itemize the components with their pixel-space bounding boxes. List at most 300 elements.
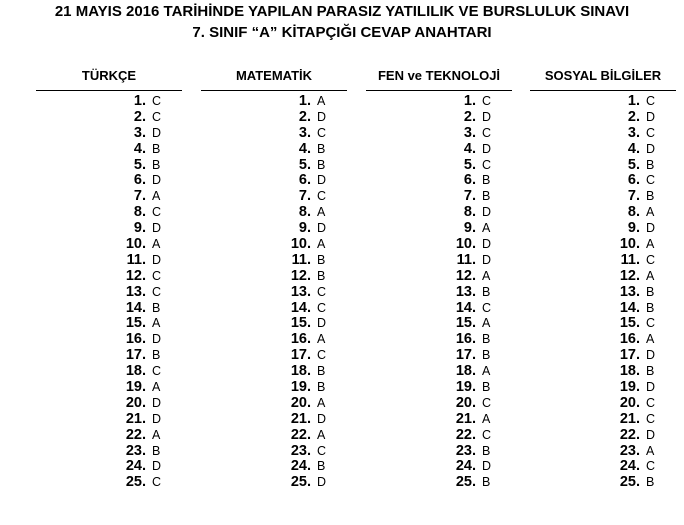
question-number: 13. — [125, 283, 146, 300]
answer-letter: C — [482, 395, 492, 410]
answer-letter: C — [646, 173, 656, 188]
answer-letter: A — [317, 332, 326, 347]
answer-row — [366, 189, 512, 205]
answer-row — [530, 459, 676, 475]
answer-letter: D — [482, 109, 492, 124]
answer-row — [201, 173, 347, 189]
question-number: 16. — [455, 331, 476, 348]
answer-row — [36, 269, 182, 285]
answer-row — [366, 396, 512, 412]
answer-row — [366, 285, 512, 301]
answer-row — [530, 332, 676, 348]
answer-row — [530, 316, 676, 332]
question-number: 11. — [291, 251, 311, 268]
answer-letter: D — [317, 109, 327, 124]
answer-row — [530, 285, 676, 301]
answer-letter: B — [317, 268, 326, 283]
answer-row — [36, 205, 182, 221]
answer-letter: D — [317, 411, 327, 426]
answer-letter: A — [482, 221, 491, 236]
answer-letter: C — [646, 125, 656, 140]
question-number: 6. — [133, 172, 146, 189]
question-number: 18. — [125, 363, 146, 380]
answer-letter: A — [646, 268, 655, 283]
answer-letter: D — [646, 427, 656, 442]
answer-letter: C — [152, 94, 162, 108]
question-number: 18. — [455, 363, 476, 380]
answer-letter: C — [317, 189, 327, 204]
answer-letter: C — [152, 475, 162, 490]
answer-letter: B — [482, 443, 491, 458]
question-number: 16. — [290, 331, 311, 348]
question-number: 9. — [133, 220, 146, 237]
question-number: 4. — [133, 140, 146, 157]
answer-letter: A — [646, 332, 655, 347]
answer-row — [366, 142, 512, 158]
column-header: MATEMATİK — [235, 68, 313, 83]
answer-row — [530, 205, 676, 221]
question-number: 3. — [133, 124, 146, 141]
answer-letter: B — [317, 459, 326, 474]
question-number: 20. — [290, 394, 311, 411]
answer-row — [366, 428, 512, 444]
answer-row — [36, 237, 182, 253]
answer-letter: D — [152, 252, 162, 267]
answer-letter: D — [646, 141, 656, 156]
answer-row — [36, 94, 182, 110]
column-header: FEN ve TEKNOLOJİ — [377, 68, 501, 83]
column-matematik — [201, 66, 347, 491]
question-number: 14. — [290, 299, 311, 316]
answer-row — [530, 110, 676, 126]
answer-row — [366, 173, 512, 189]
answer-letter: D — [152, 125, 162, 140]
answer-letter: A — [152, 427, 161, 442]
answer-letter: B — [317, 364, 326, 379]
answer-letter: D — [482, 237, 492, 252]
answer-row — [201, 444, 347, 460]
answer-letter: B — [646, 300, 655, 315]
answer-letter: D — [152, 332, 162, 347]
question-number: 23. — [619, 442, 640, 459]
question-number: 7. — [298, 188, 311, 205]
answer-letter: B — [482, 475, 491, 490]
answer-letter: B — [482, 284, 491, 299]
answer-letter: D — [482, 459, 492, 474]
question-number: 10. — [455, 236, 476, 253]
answer-row — [201, 189, 347, 205]
question-number: 4. — [298, 140, 311, 157]
answer-row — [530, 237, 676, 253]
answer-row — [36, 380, 182, 396]
answer-letter: A — [646, 443, 655, 458]
answer-row — [36, 316, 182, 332]
answer-letter: B — [317, 380, 326, 395]
answer-letter: B — [482, 189, 491, 204]
question-number: 9. — [627, 220, 640, 237]
question-number: 19. — [290, 379, 311, 396]
answer-list — [201, 94, 347, 491]
question-number: 6. — [298, 172, 311, 189]
answer-letter: C — [646, 459, 656, 474]
question-number: 15. — [290, 315, 311, 332]
question-number: 24. — [290, 458, 311, 475]
question-number: 7. — [627, 188, 640, 205]
question-number: 23. — [290, 442, 311, 459]
answer-row — [366, 348, 512, 364]
question-number: 25. — [125, 474, 146, 491]
question-number: 13. — [455, 283, 476, 300]
answer-letter: D — [152, 221, 162, 236]
question-number: 24. — [125, 458, 146, 475]
question-number: 1. — [298, 93, 311, 109]
question-number: 1. — [133, 93, 146, 109]
column-header: TÜRKÇE — [81, 68, 137, 83]
column-divider — [36, 90, 182, 91]
question-number: 2. — [627, 108, 640, 125]
answer-row — [201, 380, 347, 396]
answer-letter: D — [317, 475, 327, 490]
question-number: 21. — [619, 410, 640, 427]
question-number: 19. — [619, 379, 640, 396]
answer-row — [201, 269, 347, 285]
answer-row — [36, 332, 182, 348]
answer-letter: D — [152, 395, 162, 410]
answer-letter: C — [152, 205, 162, 220]
answer-letter: C — [317, 443, 327, 458]
answer-row — [530, 301, 676, 317]
answer-letter: B — [646, 284, 655, 299]
question-number: 1. — [463, 93, 476, 109]
answer-row — [530, 364, 676, 380]
answer-row — [201, 110, 347, 126]
question-number: 7. — [463, 188, 476, 205]
answer-row — [201, 221, 347, 237]
answer-row — [201, 301, 347, 317]
answer-row — [201, 253, 347, 269]
question-number: 17. — [125, 347, 146, 364]
answer-row — [36, 475, 182, 491]
question-number: 15. — [125, 315, 146, 332]
answer-letter: C — [482, 94, 492, 108]
answer-row — [366, 301, 512, 317]
answer-row — [366, 237, 512, 253]
answer-row — [366, 221, 512, 237]
answer-row — [530, 142, 676, 158]
answer-row — [36, 285, 182, 301]
answer-row — [530, 126, 676, 142]
answer-letter: D — [317, 221, 327, 236]
question-number: 12. — [619, 267, 640, 284]
answer-row — [36, 364, 182, 380]
answer-letter: C — [646, 252, 656, 267]
question-number: 10. — [619, 236, 640, 253]
answer-row — [36, 412, 182, 428]
question-number: 4. — [463, 140, 476, 157]
question-number: 5. — [463, 156, 476, 173]
question-number: 24. — [455, 458, 476, 475]
answer-letter: B — [317, 141, 326, 156]
answer-letter: B — [482, 348, 491, 363]
answer-list — [36, 94, 182, 491]
question-number: 13. — [290, 283, 311, 300]
answer-letter: B — [646, 475, 655, 490]
question-number: 22. — [455, 426, 476, 443]
answer-letter: C — [152, 364, 162, 379]
question-number: 20. — [125, 394, 146, 411]
answer-letter: C — [152, 109, 162, 124]
answer-row — [366, 332, 512, 348]
question-number: 22. — [290, 426, 311, 443]
answer-letter: D — [152, 411, 162, 426]
answer-row — [530, 189, 676, 205]
answer-row — [366, 444, 512, 460]
question-number: 11. — [620, 251, 640, 268]
answer-letter: B — [152, 141, 161, 156]
column-divider — [201, 90, 347, 91]
answer-row — [366, 412, 512, 428]
question-number: 22. — [619, 426, 640, 443]
question-number: 7. — [133, 188, 146, 205]
answer-row — [530, 269, 676, 285]
question-number: 6. — [627, 172, 640, 189]
answer-letter: B — [482, 173, 491, 188]
answer-row — [36, 444, 182, 460]
answer-row — [530, 412, 676, 428]
answer-row — [201, 158, 347, 174]
answer-row — [201, 332, 347, 348]
answer-letter: B — [482, 380, 491, 395]
question-number: 18. — [619, 363, 640, 380]
answer-list — [366, 94, 512, 491]
answer-letter: C — [646, 316, 656, 331]
answer-letter: D — [482, 141, 492, 156]
answer-row — [366, 158, 512, 174]
answer-letter: C — [646, 411, 656, 426]
answer-row — [366, 364, 512, 380]
answer-row — [201, 237, 347, 253]
question-number: 12. — [455, 267, 476, 284]
answer-letter: A — [317, 237, 326, 252]
answer-row — [530, 428, 676, 444]
answer-row — [366, 380, 512, 396]
question-number: 3. — [298, 124, 311, 141]
answer-letter: D — [317, 316, 327, 331]
question-number: 11. — [456, 251, 476, 268]
question-number: 9. — [463, 220, 476, 237]
answer-letter: A — [152, 316, 161, 331]
answer-letter: D — [646, 380, 656, 395]
answer-row — [36, 126, 182, 142]
question-number: 15. — [455, 315, 476, 332]
answer-row — [36, 348, 182, 364]
column-fen-teknoloji — [366, 66, 512, 491]
answer-letter: A — [317, 94, 326, 108]
question-number: 14. — [619, 299, 640, 316]
answer-row — [201, 364, 347, 380]
answer-letter: B — [152, 157, 161, 172]
answer-letter: C — [317, 348, 327, 363]
question-number: 23. — [455, 442, 476, 459]
question-number: 8. — [627, 204, 640, 221]
answer-row — [201, 285, 347, 301]
answer-row — [36, 253, 182, 269]
answer-letter: A — [482, 268, 491, 283]
answer-letter: B — [646, 364, 655, 379]
question-number: 17. — [455, 347, 476, 364]
answer-letter: A — [646, 205, 655, 220]
question-number: 18. — [290, 363, 311, 380]
answer-row — [530, 173, 676, 189]
answer-letter: A — [646, 237, 655, 252]
question-number: 17. — [619, 347, 640, 364]
answer-row — [201, 412, 347, 428]
question-number: 13. — [619, 283, 640, 300]
answer-row — [201, 126, 347, 142]
answer-row — [201, 396, 347, 412]
answer-list — [530, 94, 676, 491]
question-number: 12. — [125, 267, 146, 284]
answer-row — [36, 428, 182, 444]
question-number: 2. — [133, 108, 146, 125]
answer-letter: A — [152, 380, 161, 395]
question-number: 14. — [455, 299, 476, 316]
answer-row — [366, 459, 512, 475]
question-number: 3. — [463, 124, 476, 141]
answer-row — [530, 396, 676, 412]
answer-row — [201, 142, 347, 158]
answer-row — [36, 158, 182, 174]
answer-letter: A — [482, 411, 491, 426]
answer-letter: C — [482, 300, 492, 315]
answer-letter: C — [317, 284, 327, 299]
answer-letter: B — [317, 157, 326, 172]
answer-row — [201, 316, 347, 332]
question-number: 21. — [125, 410, 146, 427]
answer-letter: A — [317, 395, 326, 410]
answer-row — [366, 253, 512, 269]
column-turkce — [36, 66, 182, 491]
answer-row — [366, 205, 512, 221]
question-number: 1. — [627, 93, 640, 109]
answer-row — [366, 94, 512, 110]
question-number: 20. — [455, 394, 476, 411]
document-title: 21 MAYIS 2016 TARİHİNDE YAPILAN PARASIZ YATILILIK VE BURSLULUK SINAVI — [54, 3, 630, 20]
answer-letter: C — [646, 94, 656, 108]
question-number: 21. — [290, 410, 311, 427]
question-number: 24. — [619, 458, 640, 475]
document-subtitle: 7. SINIF “A” KİTAPÇIĞI CEVAP ANAHTARI — [192, 24, 492, 41]
answer-letter: C — [482, 427, 492, 442]
answer-letter: D — [646, 109, 656, 124]
question-number: 9. — [298, 220, 311, 237]
answer-letter: B — [152, 300, 161, 315]
answer-row — [36, 110, 182, 126]
question-number: 25. — [290, 474, 311, 491]
question-number: 3. — [627, 124, 640, 141]
question-number: 2. — [298, 108, 311, 125]
question-number: 8. — [463, 204, 476, 221]
answer-row — [36, 221, 182, 237]
question-number: 5. — [627, 156, 640, 173]
answer-row — [366, 316, 512, 332]
answer-letter: B — [646, 189, 655, 204]
answer-row — [366, 110, 512, 126]
answer-row — [530, 158, 676, 174]
answer-row — [201, 475, 347, 491]
answer-letter: D — [646, 221, 656, 236]
answer-letter: A — [317, 205, 326, 220]
question-number: 19. — [455, 379, 476, 396]
answer-letter: D — [482, 252, 492, 267]
answer-letter: C — [152, 284, 162, 299]
column-divider — [366, 90, 512, 91]
answer-row — [530, 380, 676, 396]
answer-letter: D — [152, 173, 162, 188]
answer-row — [201, 459, 347, 475]
answer-row — [530, 253, 676, 269]
answer-letter: B — [152, 443, 161, 458]
question-number: 25. — [619, 474, 640, 491]
answer-row — [530, 348, 676, 364]
answer-row — [36, 142, 182, 158]
answer-letter: B — [152, 348, 161, 363]
answer-row — [201, 428, 347, 444]
question-number: 2. — [463, 108, 476, 125]
question-number: 5. — [133, 156, 146, 173]
question-number: 14. — [125, 299, 146, 316]
question-number: 11. — [126, 251, 146, 268]
answer-row — [530, 444, 676, 460]
answer-row — [201, 94, 347, 110]
question-number: 20. — [619, 394, 640, 411]
question-number: 5. — [298, 156, 311, 173]
answer-letter: A — [152, 237, 161, 252]
question-number: 17. — [290, 347, 311, 364]
question-number: 10. — [125, 236, 146, 253]
answer-row — [530, 475, 676, 491]
answer-letter: D — [317, 173, 327, 188]
answer-row — [201, 348, 347, 364]
answer-row — [366, 475, 512, 491]
question-number: 12. — [290, 267, 311, 284]
answer-letter: D — [482, 205, 492, 220]
answer-letter: B — [482, 332, 491, 347]
answer-row — [36, 173, 182, 189]
question-number: 22. — [125, 426, 146, 443]
answer-letter: B — [646, 157, 655, 172]
question-number: 15. — [619, 315, 640, 332]
answer-row — [36, 189, 182, 205]
question-number: 16. — [619, 331, 640, 348]
answer-letter: D — [646, 348, 656, 363]
question-number: 23. — [125, 442, 146, 459]
question-number: 16. — [125, 331, 146, 348]
answer-letter: A — [482, 364, 491, 379]
answer-row — [36, 459, 182, 475]
answer-letter: C — [482, 125, 492, 140]
answer-row — [36, 396, 182, 412]
question-number: 8. — [298, 204, 311, 221]
question-number: 19. — [125, 379, 146, 396]
answer-letter: C — [646, 395, 656, 410]
question-number: 10. — [290, 236, 311, 253]
answer-letter: C — [317, 125, 327, 140]
answer-row — [530, 221, 676, 237]
answer-letter: A — [482, 316, 491, 331]
question-number: 6. — [463, 172, 476, 189]
column-sosyal-bilgiler — [530, 66, 676, 491]
